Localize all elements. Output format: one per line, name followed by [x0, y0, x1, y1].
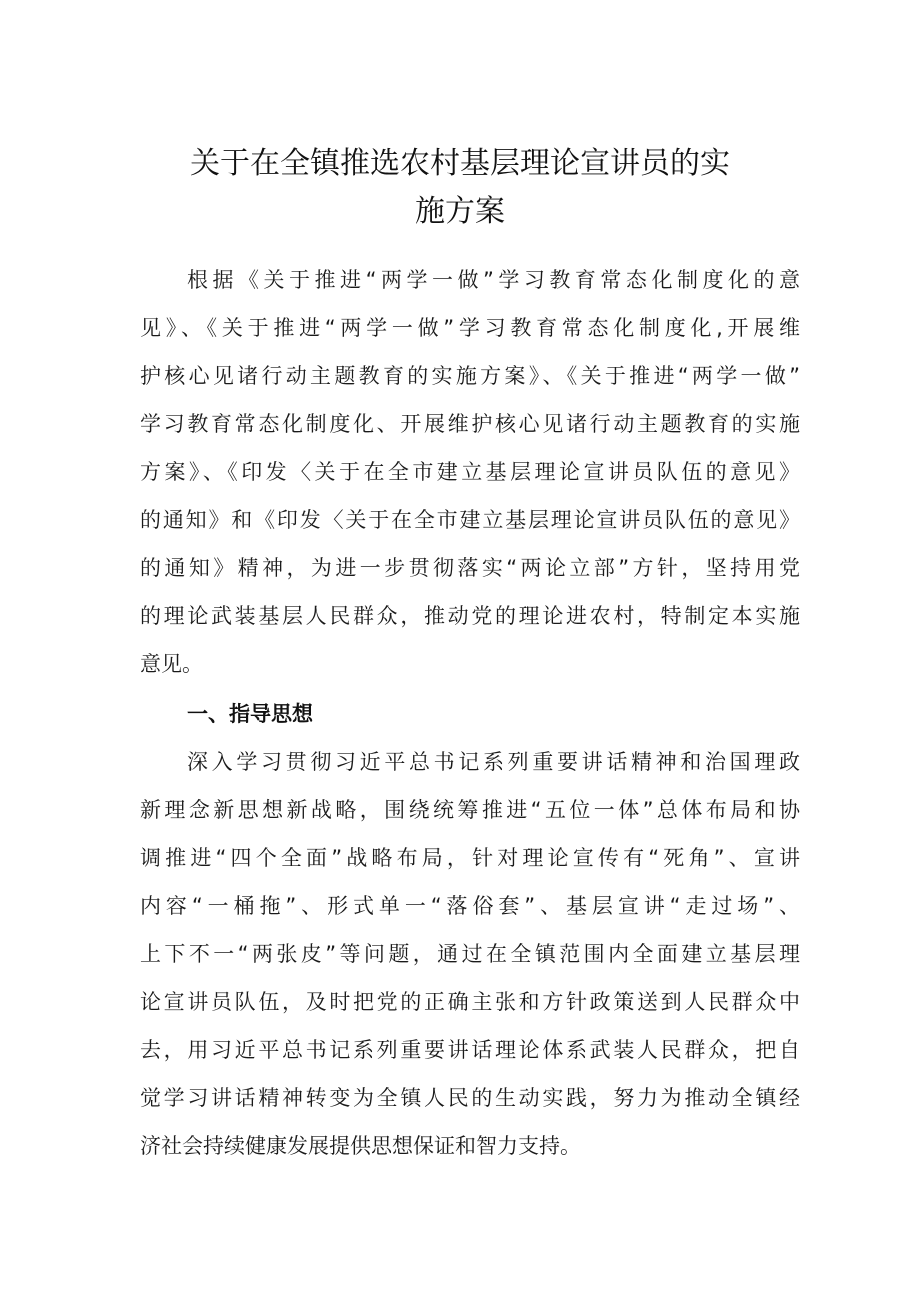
- text-line: 根据《关于推进“两学一做”学习教育常态化制度化的意: [187, 268, 800, 292]
- text-line: 学习教育常态化制度化、开展维护核心见诸行动主题教育的实施: [140, 412, 800, 436]
- text-line: 内容“一桶拖”、形式单一“落俗套”、基层宣讲“走过场”、: [140, 894, 800, 918]
- text-line: 深入学习贯彻习近平总书记系列重要讲话精神和治国理政: [187, 750, 800, 774]
- text-line: 的通知》和《印发〈关于在全市建立基层理论宣讲员队伍的意见》: [140, 508, 800, 532]
- section-heading-guiding-thought: 一、指导思想: [187, 702, 313, 726]
- text-line: 新理念新思想新战略，围绕统筹推进“五位一体”总体布局和协: [140, 798, 800, 822]
- text-line: 护核心见诸行动主题教育的实施方案》、《关于推进“两学一做”: [140, 364, 800, 388]
- text-line: 见》、《关于推进“两学一做”学习教育常态化制度化,开展维: [140, 316, 800, 340]
- text-line: 上下不一“两张皮”等问题，通过在全镇范围内全面建立基层理: [140, 942, 800, 966]
- text-line: 的理论武装基层人民群众，推动党的理论进农村，特制定本实施: [140, 604, 800, 628]
- document-title-line-2: 施方案: [415, 194, 505, 229]
- text-line: 去，用习近平总书记系列重要讲话理论体系武装人民群众，把自: [140, 1038, 800, 1062]
- document-title-line-1: 关于在全镇推选农村基层理论宣讲员的实: [190, 146, 730, 181]
- text-line: 调推进“四个全面”战略布局，针对理论宣传有“死角”、宣讲: [140, 846, 800, 870]
- paragraph-intro: [140, 256, 800, 688]
- text-line: 觉学习讲话精神转变为全镇人民的生动实践，努力为推动全镇经: [140, 1086, 800, 1110]
- text-line: 意见。: [140, 652, 203, 676]
- text-line: 济社会持续健康发展提供思想保证和智力支持。: [140, 1134, 581, 1158]
- paragraph-guiding-thought: [140, 738, 800, 1170]
- text-line: 的通知》精神，为进一步贯彻落实“两论立部”方针，坚持用党: [140, 556, 800, 580]
- text-line: 论宣讲员队伍，及时把党的正确主张和方针政策送到人民群众中: [140, 990, 800, 1014]
- text-line: 方案》、《印发〈关于在全市建立基层理论宣讲员队伍的意见》: [140, 460, 800, 484]
